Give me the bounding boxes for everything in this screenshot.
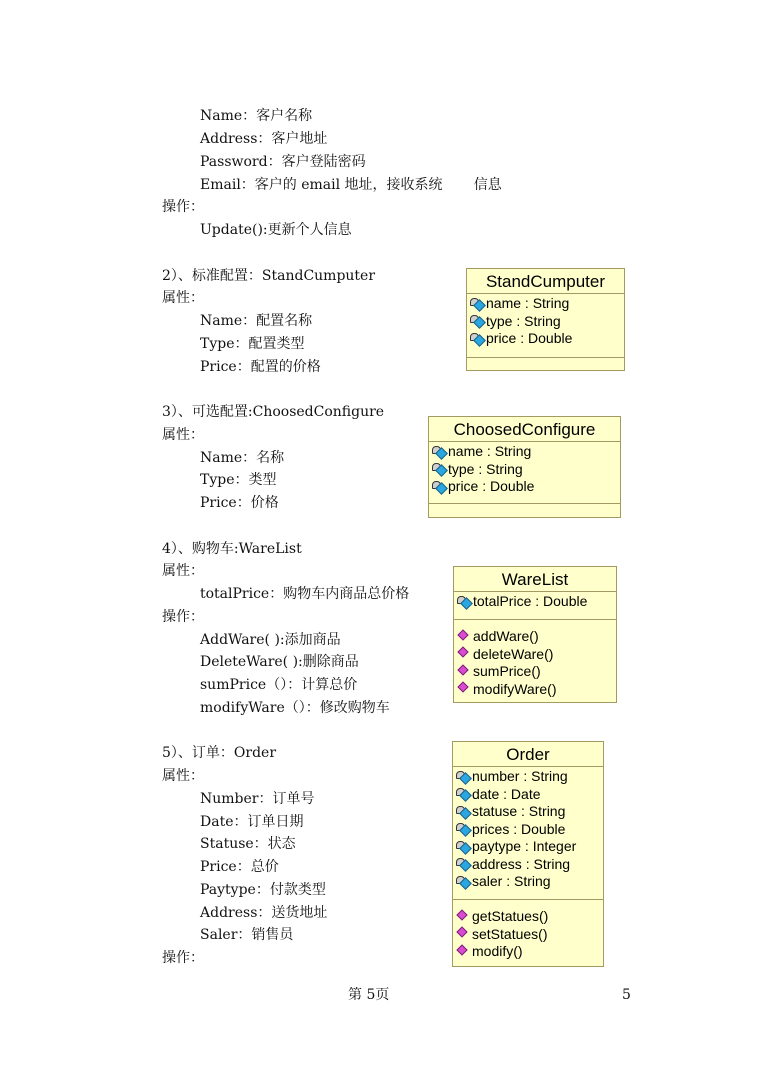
text-line-paytype: Paytype：付款类型 (200, 882, 326, 898)
uml-operations (467, 358, 624, 361)
text-line-date: Date：订单日期 (200, 814, 304, 830)
section-heading-choosedconfigure: 3）、可选配置:ChoosedConfigure (162, 404, 385, 420)
text-line-name: Name：客户名称 (200, 108, 313, 124)
uml-attribute: totalPrice : Double (456, 593, 616, 611)
attribute-icon (469, 314, 486, 328)
uml-operation: sumPrice() (456, 663, 616, 681)
uml-attribute: address : String (455, 856, 603, 874)
uml-attributes (429, 442, 620, 504)
uml-class-title: WareList (454, 567, 616, 592)
operation-icon (455, 927, 472, 941)
uml-attribute: type : String (469, 313, 624, 331)
text-line-number: Number：订单号 (200, 791, 315, 807)
uml-attribute: prices : Double (455, 821, 603, 839)
text-line-type: Type：配置类型 (200, 336, 305, 352)
attribute-icon (455, 805, 472, 819)
attribute-icon (455, 857, 472, 871)
attribute-icon (455, 822, 472, 836)
text-line-password: Password：客户登陆密码 (200, 154, 366, 170)
text-line-price: Price：配置的价格 (200, 359, 321, 375)
uml-operation: modifyWare() (456, 681, 616, 699)
uml-operation: deleteWare() (456, 646, 616, 664)
text-line-name: Name：名称 (200, 450, 285, 466)
uml-operation: setStatues() (455, 926, 603, 944)
attribute-icon (431, 462, 448, 476)
uml-class-order (452, 741, 604, 967)
uml-attribute: price : Double (469, 330, 624, 348)
uml-attribute: price : Double (431, 478, 620, 496)
uml-attributes (454, 592, 616, 620)
uml-attribute: type : String (431, 461, 620, 479)
text-line-price: Price：价格 (200, 495, 279, 511)
text-line-deleteware: DeleteWare( ):删除商品 (200, 654, 359, 670)
uml-attribute: saler : String (455, 873, 603, 891)
text-line-price: Price：总价 (200, 859, 279, 875)
uml-class-title: ChoosedConfigure (429, 417, 620, 442)
page-number: 5 (622, 987, 631, 1003)
operation-icon (456, 630, 473, 644)
text-line-totalprice: totalPrice：购物车内商品总价格 (200, 586, 410, 602)
uml-class-standcumputer (466, 268, 625, 371)
text-line-attributes-heading: 属性： (162, 427, 204, 443)
text-line-operations-heading: 操作： (162, 199, 204, 215)
uml-attribute: statuse : String (455, 803, 603, 821)
operation-icon (455, 945, 472, 959)
text-line-address: Address：客户地址 (200, 131, 328, 147)
uml-attribute: date : Date (455, 786, 603, 804)
text-line-email: Email：客户的 email 地址，接收系统 信息 (200, 177, 502, 193)
uml-class-title: Order (453, 742, 603, 767)
uml-attribute: name : String (469, 295, 624, 313)
attribute-icon (455, 770, 472, 784)
section-heading-standcumputer: 2）、标准配置：StandCumputer (162, 268, 376, 284)
uml-class-title: StandCumputer (467, 269, 624, 294)
operation-icon (456, 647, 473, 661)
text-line-type: Type：类型 (200, 472, 277, 488)
attribute-icon (455, 875, 472, 889)
uml-operations (453, 900, 603, 963)
uml-attribute: name : String (431, 443, 620, 461)
uml-attribute: number : String (455, 768, 603, 786)
attribute-icon (455, 787, 472, 801)
text-line-operations-heading: 操作： (162, 609, 204, 625)
uml-attributes (453, 767, 603, 900)
text-line-addware: AddWare( ):添加商品 (200, 632, 341, 648)
attribute-icon (456, 595, 473, 609)
text-line-name: Name：配置名称 (200, 313, 313, 329)
attribute-icon (431, 445, 448, 459)
uml-operation: modify() (455, 943, 603, 961)
attribute-icon (469, 297, 486, 311)
text-line-attributes-heading: 属性： (162, 290, 204, 306)
operation-icon (455, 910, 472, 924)
text-line-attributes-heading: 属性： (162, 563, 204, 579)
attribute-icon (469, 332, 486, 346)
section-heading-warelist: 4）、购物车:WareList (162, 541, 302, 557)
uml-operation: addWare() (456, 628, 616, 646)
text-line-statuse: Statuse：状态 (200, 836, 296, 852)
uml-operations (429, 504, 620, 507)
text-line-saler: Saler：销售员 (200, 927, 294, 943)
uml-attributes (467, 294, 624, 358)
operation-icon (456, 665, 473, 679)
attribute-icon (431, 480, 448, 494)
uml-operation: getStatues() (455, 908, 603, 926)
operation-icon (456, 682, 473, 696)
text-line-operations-heading: 操作： (162, 950, 204, 966)
text-line-modifyware: modifyWare（）：修改购物车 (200, 700, 390, 716)
uml-class-warelist (453, 566, 617, 703)
page-footer-label: 第 5页 (348, 987, 390, 1003)
text-line-sumprice: sumPrice（）：计算总价 (200, 677, 358, 693)
uml-attribute: paytype : Integer (455, 838, 603, 856)
uml-class-choosedconfigure (428, 416, 621, 518)
section-heading-order: 5）、订单：Order (162, 745, 277, 761)
text-line-address: Address：送货地址 (200, 905, 328, 921)
attribute-icon (455, 840, 472, 854)
text-line-update: Update():更新个人信息 (200, 222, 352, 238)
uml-operations (454, 620, 616, 700)
text-line-attributes-heading: 属性： (162, 768, 204, 784)
